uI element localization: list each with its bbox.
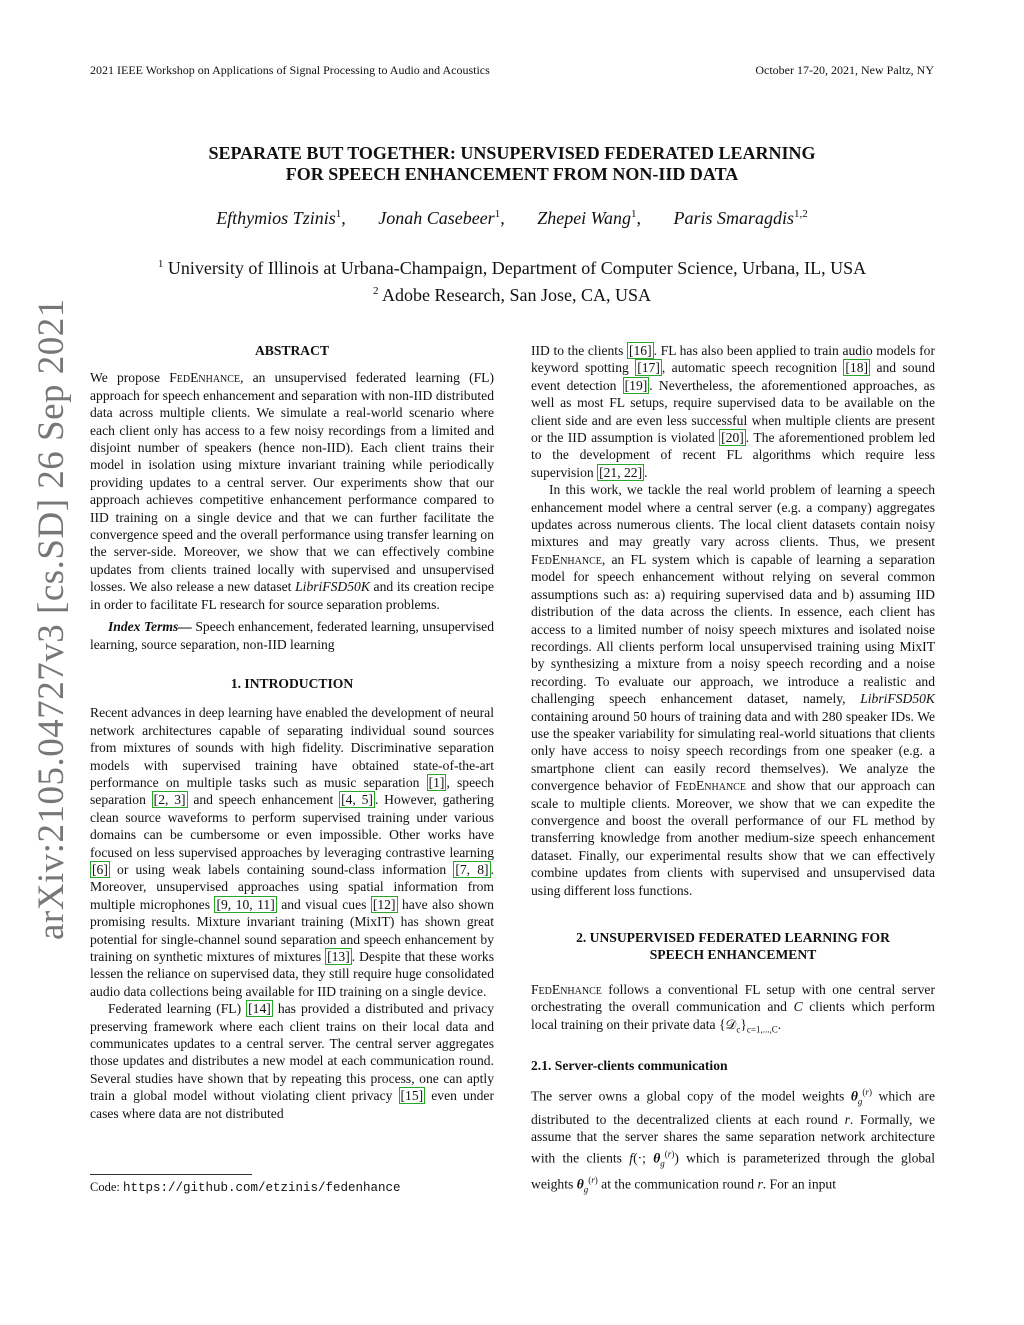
citation-link[interactable]: [17] bbox=[637, 360, 660, 376]
citation-link[interactable]: [12] bbox=[372, 896, 396, 912]
index-terms: Index Terms— Speech enhancement, federated learning, unsupervised learning, source separation, non-IID learning bbox=[90, 619, 495, 652]
section-2-heading: 2. UNSUPERVISED FEDERATED LEARNING FOR SPEECH ENHANCEMENT bbox=[576, 930, 890, 963]
affiliations bbox=[90, 253, 934, 307]
author: Paris Smaragdis$^{1,2}$ bbox=[673, 208, 808, 228]
author: Zhepei Wang$^1$, bbox=[537, 208, 642, 228]
citation-link[interactable]: [18] bbox=[845, 360, 869, 376]
citation-link[interactable]: [16] bbox=[628, 343, 652, 358]
right-column bbox=[531, 342, 935, 1199]
abstract-heading: ABSTRACT bbox=[254, 343, 330, 358]
footnote-rule bbox=[90, 1174, 252, 1175]
author-list bbox=[90, 208, 934, 229]
citation-link[interactable]: [9, 10, 11] bbox=[216, 896, 275, 912]
title-line-2: FOR SPEECH ENHANCEMENT FROM NON-IID DATA bbox=[285, 164, 739, 184]
section-2-1-paragraph: The server owns a global copy of the model weights $\theta_g^{(r)}$ which are distributed to the decentralized clients at each round r. Formally, we assume that the server shares the same separation network architecture with the clients f(·; $\theta_g^{(r)}$) which is parameterized through the global weights $\theta_g^{(r)}$ at the communication round r. For an input bbox=[531, 1087, 935, 1195]
conference-header: 2021 IEEE Workshop on Applications of Signal Processing to Audio and Acoustics bbox=[90, 63, 490, 77]
right-paragraph-1: IID to the clients [16] . FL has also been applied to train audio models for keyword spotting [17] , automatic speech recognition [18] and sound event detection [19] . Nevertheless, the aforementioned approaches, as well as most FL setups, require supervised data to be available on the client side and are even less successful when multiple clients are present or the IID assumption is violated [20] . The aforementioned problem led to the development of recent FL algorithms which require less supervision [21, 22] . bbox=[531, 343, 935, 480]
math-dataset-set: $\{𝒟_c\}_{c=1,...,C}$ bbox=[718, 1016, 778, 1035]
citation-link[interactable]: [13] bbox=[327, 949, 350, 964]
author: Jonah Casebeer$^1$, bbox=[378, 208, 505, 228]
title-line-1: SEPARATE BUT TOGETHER: UNSUPERVISED FEDERATED LEARNING bbox=[208, 143, 816, 163]
citation-link[interactable]: [21, 22] bbox=[599, 464, 643, 480]
citation-link[interactable]: [15] bbox=[400, 1088, 424, 1104]
citation-link[interactable]: [14] bbox=[248, 1001, 271, 1017]
arxiv-id: arXiv:2105.04727v3 [cs.SD] 26 Sep 2021 bbox=[31, 298, 72, 940]
intro-heading: 1. INTRODUCTION bbox=[230, 675, 354, 691]
citation-link[interactable]: [2, 3] bbox=[153, 792, 186, 808]
intro-paragraph-1: Recent advances in deep learning have enabled the development of neural network architectures capable of separating individual sound sources from mixtures of sounds with high fidelity. Discriminative separation models with supervised training have obtained state-of-the-art performance on multiple tasks such as music separation [1] , speech separation [2, 3] and speech enhancement [4, 5] . However, gathering clean source waveforms to perform supervised training under various domains can be cumbersome or even impossible. Other works have focused on less supervised approaches by leveraging contrastive learning [6] or using weak labels containing sound-class information [7, 8] . Moreover, unsupervised approaches using spatial information from multiple microphones [9, 10, 11] and visual cues [12] have also shown promising results. Mixture invariant training (MixIT) has shown great potential for single-channel sound separation and speech enhancement by training on synthetic mixtures of mixtures [13] . Despite that these works lessen the reliance on supervised data, they still require huge consolidated audio data collections being available for IID training on a single device. bbox=[90, 705, 494, 999]
subsection-2-1-heading: 2.1. Server-clients communication bbox=[531, 1057, 728, 1073]
code-url-link[interactable]: https://github.com/etzinis/fedenhance bbox=[122, 1181, 401, 1195]
paper-title bbox=[120, 143, 904, 185]
section-2-paragraph: FedEnhance follows a conventional FL setup with one central server orchestrating the overall communication and C clients which perform local training on their private data $\{𝒟_c\}_{c=1,...,C}$. bbox=[531, 981, 935, 1035]
citation-link[interactable]: [1] bbox=[428, 774, 445, 790]
abstract-text: We propose FedEnhance, an unsupervised federated learning (FL) approach for speech enhancement and separation with non-IID distributed data across multiple clients. We simulate a real-world scenario where each client only has access to a few noisy recordings from a limited and disjoint number of speakers (hence non-IID). Each client trains their model in isolation using mixture invariant training while periodically providing updates to a central server. Our experiments show that our approach achieves competitive enhancement performance compared to IID training on a single device and that we can further facilitate the convergence speed and the overall performance using transfer learning on the server-side. Moreover, we show that we can effectively combine updates from clients trained locally with supervised and unsupervised losses. We also release a new dataset LibriFSD50K and its creation recipe in order to facilitate FL research for source separation problems. bbox=[90, 370, 494, 612]
citation-link[interactable]: [4, 5] bbox=[341, 792, 373, 808]
citation-link[interactable]: [6] bbox=[92, 861, 108, 877]
citation-link[interactable]: [20] bbox=[721, 430, 744, 446]
affiliation: $^2$ Adobe Research, San Jose, CA, USA bbox=[373, 285, 651, 305]
citation-link[interactable]: [19] bbox=[624, 377, 648, 393]
citation-link[interactable]: [7, 8] bbox=[455, 861, 489, 877]
right-paragraph-2: In this work, we tackle the real world problem of learning a speech enhancement model where a central server (e.g. a company) aggregates updates across numerous clients. The local client datasets contain noisy mixtures and may greatly vary across clients. Thus, we present FedEnhance, an FL system which is capable of learning a separation model for speech enhancement without relying on several common assumptions such as: a) requiring supervised data and b) assuming IID distribution of the data across the clients. In essence, each client has access to a limited number of noisy speech mixtures and isolated noise recordings. All clients perform local unsupervised training using MixIT by synthesizing a mixture from a noisy speech recording and a noise recording. To evaluate our approach, we introduce a realistic and challenging speech enhancement dataset, namely, LibriFSD50K containing around 50 hours of training data and with 280 speaker IDs. We use the speaker variability for simulating real-world situations that clients only have access to noisy speech recordings from one speaker (e.g. a smartphone client can easily record themselves). We analyze the convergence behavior of FedEnhance and show that our approach can scale to multiple clients. Moreover, we show that we can expedite the convergence and boost the overall performance of our FL method by transferring knowledge from another medium-size speech enhancement dataset. Finally, our experimental results show that we can effectively combine updates from clients with supervised and unsupervised data using different loss functions. bbox=[531, 482, 936, 898]
footnote: Code: https://github.com/etzinis/fedenhance bbox=[90, 1180, 401, 1195]
intro-paragraph-2: Federated learning (FL) [14] has provided a distributed and privacy preserving framework where each client trains on their local data and communicates updates to a central server. The central server aggregates those updates and distributes a new model at each communication round. Several studies have shown that by repeating this process, one can aptly train a global model without violating client privacy [15] even under cases where data are not distributed bbox=[90, 1001, 494, 1121]
conference-date: October 17-20, 2021, New Paltz, NY bbox=[755, 63, 934, 77]
author: Efthymios Tzinis$^1$, bbox=[216, 208, 346, 228]
left-column bbox=[90, 342, 494, 1122]
affiliation: $^1$ University of Illinois at Urbana-Champaign, Department of Computer Science, Urbana, IL, USA bbox=[157, 258, 867, 278]
